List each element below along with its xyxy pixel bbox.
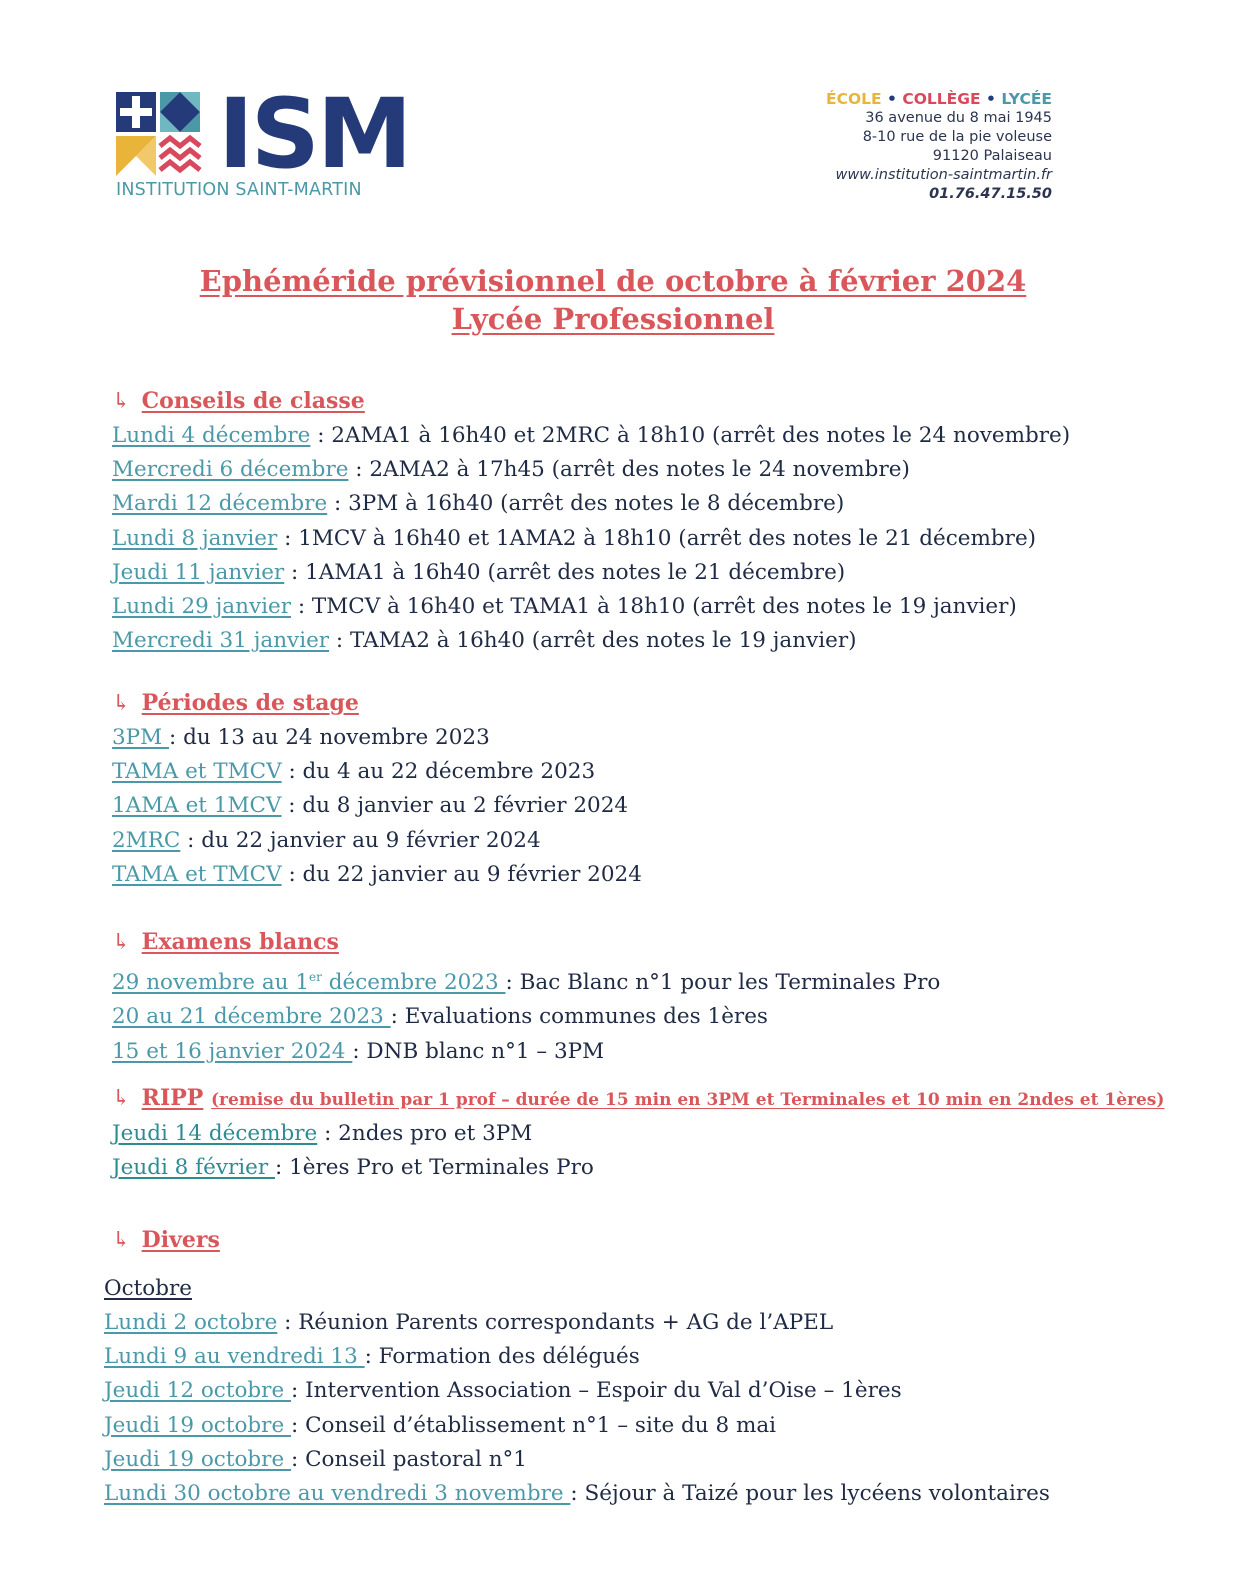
list-item <box>112 721 642 755</box>
event-description: : TMCV à 16h40 et TAMA1 à 18h10 (arrêt des notes le 19 janvier) <box>291 594 1017 620</box>
event-date[interactable]: Lundi 8 janvier <box>112 525 278 551</box>
list-item <box>112 487 1070 521</box>
website-link[interactable]: www.institution-saintmartin.fr <box>835 167 1052 183</box>
event-description: : Réunion Parents correspondants + AG de l’APEL <box>277 1310 834 1335</box>
school-logo <box>116 78 416 207</box>
address-line-2: 8-10 rue de la pie voleuse <box>862 129 1052 145</box>
section-stages <box>112 686 642 892</box>
event-description: : TAMA2 à 16h40 (arrêt des notes le 19 janvier) <box>329 628 857 654</box>
school-levels <box>826 90 1052 109</box>
event-date[interactable]: Lundi 29 janvier <box>112 594 291 620</box>
section-heading: ↳ RIPP (remise du bulletin par 1 prof – durée de 15 min en 3PM et Terminales et 10 min en 2ndes et 1ères) <box>112 1081 1164 1117</box>
bullet-dot-icon: • <box>887 90 897 108</box>
title-line-2: Lycée Professionnel <box>451 302 775 336</box>
school-address-block <box>826 90 1052 204</box>
event-description: : Evaluations communes des 1ères <box>390 1004 768 1030</box>
ripp-note: (remise du bulletin par 1 prof – durée de 15 min en 3PM et Terminales et 10 min en 2ndes et 1ères) <box>211 1090 1165 1110</box>
event-date[interactable]: Jeudi 19 octobre <box>104 1446 292 1472</box>
list-item <box>112 755 642 789</box>
event-date[interactable]: 1AMA et 1MCV <box>112 793 282 819</box>
month-heading: Octobre <box>104 1276 193 1301</box>
list-item <box>112 453 1070 487</box>
list-item <box>112 1035 940 1069</box>
event-date[interactable]: Jeudi 8 février <box>112 1155 275 1181</box>
event-date[interactable]: Mardi 12 décembre <box>112 491 328 517</box>
event-description: : Conseil pastoral n°1 <box>291 1446 527 1472</box>
event-date[interactable]: Mercredi 6 décembre <box>112 457 349 483</box>
phone-number: 01.76.47.15.50 <box>929 186 1052 202</box>
section-heading: ↳ Conseils de classe <box>112 384 1070 419</box>
section-examens <box>112 925 940 1069</box>
list-item <box>112 858 642 892</box>
turn-arrow-icon: ↳ <box>112 930 131 955</box>
event-list <box>104 1306 1050 1511</box>
section-conseils <box>112 384 1070 658</box>
page-title <box>0 262 1226 338</box>
list-item <box>112 789 642 823</box>
list-item <box>104 1443 1050 1477</box>
event-date[interactable]: Lundi 30 octobre au vendredi 3 novembre <box>104 1481 571 1507</box>
event-description: : 1AMA1 à 16h40 (arrêt des notes le 21 décembre) <box>284 559 846 585</box>
bullet-dot-icon: • <box>985 90 996 108</box>
list-item <box>112 590 1070 624</box>
event-date[interactable]: Jeudi 12 octobre <box>104 1378 292 1404</box>
level-college: COLLÈGE <box>902 90 981 108</box>
event-description: : du 22 janvier au 9 février 2024 <box>281 861 642 887</box>
list-item <box>112 522 1070 556</box>
event-description: : du 8 janvier au 2 février 2024 <box>281 793 629 819</box>
list-item <box>112 419 1070 453</box>
level-ecole: ÉCOLE <box>826 90 882 108</box>
event-date[interactable]: Jeudi 14 décembre <box>112 1121 318 1146</box>
event-date[interactable]: 15 et 16 janvier 2024 <box>112 1038 353 1064</box>
section-heading: ↳ Périodes de stage <box>112 686 642 721</box>
event-date[interactable]: Lundi 4 décembre <box>112 423 311 448</box>
event-description: : DNB blanc n°1 – 3PM <box>352 1038 605 1064</box>
title-line-1: Ephéméride prévisionnel de octobre à février 2024 <box>199 264 1027 298</box>
list-item <box>112 960 940 1000</box>
event-date[interactable]: Lundi 9 au vendredi 13 <box>104 1344 365 1370</box>
level-lycee: LYCÉE <box>1001 90 1052 108</box>
event-description: : 2ndes pro et 3PM <box>317 1121 533 1146</box>
event-description: : du 13 au 24 novembre 2023 <box>169 725 490 750</box>
turn-arrow-icon: ↳ <box>112 1228 131 1253</box>
list-item <box>104 1477 1050 1511</box>
list-item <box>112 556 1070 590</box>
address-line-3: 91120 Palaiseau <box>932 148 1052 164</box>
address-line-1: 36 avenue du 8 mai 1945 <box>865 110 1052 126</box>
event-date[interactable]: Jeudi 19 octobre <box>104 1412 292 1438</box>
event-description: : 2AMA1 à 16h40 et 2MRC à 18h10 (arrêt des notes le 24 novembre) <box>310 423 1071 448</box>
event-description: : 3PM à 16h40 (arrêt des notes le 8 décembre) <box>327 491 845 517</box>
section-divers <box>104 1223 1050 1511</box>
event-description: : 1MCV à 16h40 et 1AMA2 à 18h10 (arrêt des notes le 21 décembre) <box>277 525 1037 551</box>
event-description: : du 4 au 22 décembre 2023 <box>281 759 596 785</box>
event-date[interactable]: 29 novembre au 1er décembre 2023 <box>112 970 506 996</box>
event-description: : Conseil d’établissement n°1 – site du 8 mai <box>291 1412 777 1438</box>
list-item <box>104 1306 1050 1340</box>
list-item <box>104 1409 1050 1443</box>
event-list <box>112 419 1070 658</box>
event-date[interactable]: 2MRC <box>112 827 181 853</box>
event-description: : Bac Blanc n°1 pour les Terminales Pro <box>505 970 941 996</box>
list-item <box>112 824 642 858</box>
event-date[interactable]: TAMA et TMCV <box>112 759 282 785</box>
event-description: : Formation des délégués <box>364 1344 640 1370</box>
list-item <box>112 1117 1164 1151</box>
section-ripp <box>112 1081 1164 1185</box>
event-date[interactable]: TAMA et TMCV <box>112 861 282 887</box>
event-date[interactable]: Lundi 2 octobre <box>104 1310 278 1335</box>
list-item <box>104 1340 1050 1374</box>
section-heading: ↳ Examens blancs <box>112 925 940 960</box>
logo-mark-icon <box>116 92 202 178</box>
event-list <box>112 721 642 892</box>
event-description: : 1ères Pro et Terminales Pro <box>275 1155 594 1181</box>
list-item <box>112 1151 1164 1185</box>
turn-arrow-icon: ↳ <box>112 691 131 716</box>
event-date[interactable]: 3PM <box>112 725 169 750</box>
event-description: : 2AMA2 à 17h45 (arrêt des notes le 24 novembre) <box>348 457 910 483</box>
list-item <box>112 624 1070 658</box>
turn-arrow-icon: ↳ <box>112 1086 131 1111</box>
event-date[interactable]: Mercredi 31 janvier <box>112 628 330 654</box>
section-heading: ↳ Divers <box>112 1223 1050 1258</box>
logo-subtitle: INSTITUTION SAINT-MARTIN <box>116 180 362 200</box>
event-date[interactable]: Jeudi 11 janvier <box>112 559 285 585</box>
event-list <box>112 1117 1164 1185</box>
turn-arrow-icon: ↳ <box>112 389 131 414</box>
event-description: : Intervention Association – Espoir du Val d’Oise – 1ères <box>291 1378 902 1404</box>
event-description: : Séjour à Taizé pour les lycéens volontaires <box>570 1481 1050 1507</box>
event-description: : du 22 janvier au 9 février 2024 <box>180 827 541 853</box>
event-date[interactable]: 20 au 21 décembre 2023 <box>112 1004 391 1030</box>
list-item <box>104 1374 1050 1408</box>
list-item <box>112 1000 940 1034</box>
logo-wordmark: ISM <box>218 78 410 190</box>
